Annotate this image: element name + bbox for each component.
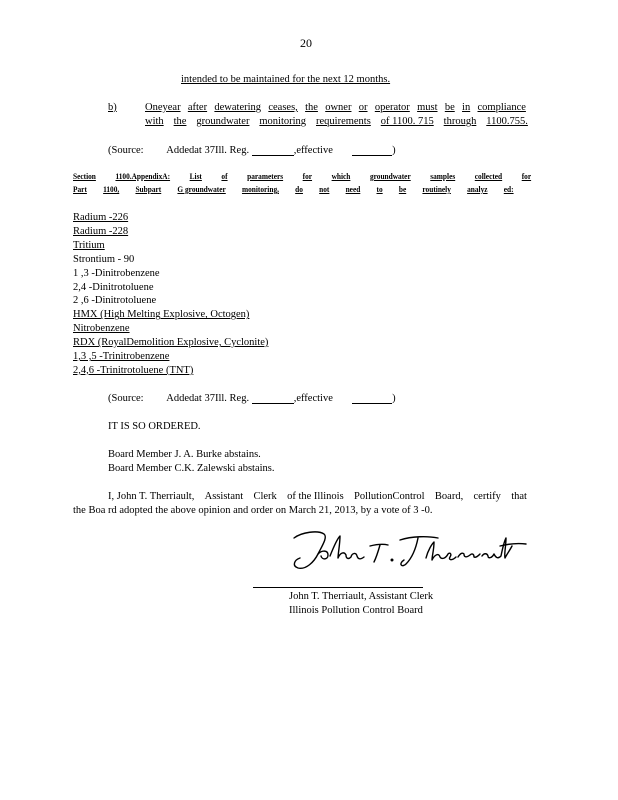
parameter-dinitrobenzene-1-3: 1 ,3 -Dinitrobenzene bbox=[73, 267, 160, 279]
parameter-dinitrotoluene-2-6: 2 ,6 -Dinitrotoluene bbox=[73, 295, 157, 307]
section-heading-line-1-word: Section bbox=[73, 172, 96, 181]
source-note bbox=[108, 145, 408, 156]
item-b-line-1 bbox=[145, 102, 526, 113]
item-b-line-1-word: ceases, bbox=[268, 102, 298, 113]
section-heading-line-2-word: Subpart bbox=[135, 185, 162, 194]
section-heading-line-1-word: 1100.AppendixA: bbox=[115, 172, 171, 181]
item-b-line-1-word: compliance bbox=[477, 102, 526, 113]
parameter-radium-226: Radium -226 bbox=[73, 212, 129, 223]
section-heading-line-1-word: List bbox=[189, 172, 202, 181]
section-heading-line-2-word: G groundwater bbox=[177, 185, 226, 194]
parameter-trinitrobenzene-1-3-5: 1,3 ,5 -Trinitrobenzene bbox=[73, 351, 170, 362]
certification-line-1 bbox=[108, 491, 527, 502]
section-heading-line-1-word: for bbox=[302, 172, 313, 181]
source-close: ) bbox=[392, 145, 396, 156]
parameter-nitrobenzene: Nitrobenzene bbox=[73, 323, 130, 335]
section-heading-line-2-word: to bbox=[376, 185, 383, 194]
certification-line-1-word: PollutionControl bbox=[354, 491, 425, 502]
source-prefix: (Source: bbox=[108, 145, 144, 156]
item-b-line-1-word: or bbox=[358, 102, 368, 113]
section-heading-line-1 bbox=[73, 172, 531, 181]
parameter-tritium: Tritium bbox=[73, 239, 105, 251]
item-b-line-2-word: with bbox=[145, 116, 164, 127]
section-heading-line-2-word: 1100, bbox=[103, 185, 120, 194]
section-heading-line-2-word: analyz bbox=[467, 185, 488, 194]
section-heading-line-2 bbox=[73, 185, 514, 194]
item-b-line-2-word: of 1100. 715 bbox=[380, 116, 434, 127]
parameter-radium-228: Radium -228 bbox=[73, 225, 129, 237]
item-b-line-1-word: the bbox=[305, 102, 318, 113]
item-b-line-1-word: dewatering bbox=[214, 102, 262, 113]
section-heading-line-2-word: monitoring, bbox=[241, 185, 279, 194]
page-number: 20 bbox=[300, 36, 312, 50]
certification-line-2: the Boa rd adopted the above opinion and order on March 21, 2013, by a vote of 3 -0. bbox=[73, 505, 433, 516]
source-note-2 bbox=[108, 393, 408, 404]
section-heading-line-2-word: Part bbox=[73, 185, 87, 194]
certification-line-1-word: Board, bbox=[434, 491, 464, 502]
source-text: Addedat 37Ill. Reg. bbox=[166, 145, 250, 156]
item-b-line-2-word: 1100.755. bbox=[486, 116, 528, 127]
section-heading-line-1-word: which bbox=[331, 172, 351, 181]
section-heading-line-2-word: not bbox=[319, 185, 330, 194]
abstention-burke: Board Member J. A. Burke abstains. bbox=[108, 449, 261, 460]
section-heading-line-2-word: routinely bbox=[422, 185, 451, 194]
source-prefix: (Source: bbox=[108, 393, 144, 404]
item-b-line-1-word: operator bbox=[374, 102, 410, 113]
item-b-line-2-word: groundwater bbox=[196, 116, 250, 127]
ordered-statement: IT IS SO ORDERED. bbox=[108, 421, 201, 432]
certification-line-1-word: Clerk bbox=[253, 491, 277, 502]
signer-organization: Illinois Pollution Control Board bbox=[289, 605, 423, 616]
item-b-line-1-word: must bbox=[417, 102, 438, 113]
effective-blank bbox=[352, 145, 392, 156]
section-heading-line-2-word: ed: bbox=[503, 185, 514, 194]
parameter-dinitrotoluene-2-4: 2,4 -Dinitrotoluene bbox=[73, 281, 154, 293]
signature-line bbox=[253, 587, 423, 588]
parameter-strontium-90: Strontium - 90 bbox=[73, 253, 135, 265]
certification-line-1-word: certify bbox=[473, 491, 501, 502]
section-heading-line-1-word: groundwater bbox=[369, 172, 411, 181]
item-b-line-1-word: after bbox=[187, 102, 208, 113]
section-heading-line-2-word: do bbox=[295, 185, 303, 194]
item-b-line-1-word: be bbox=[444, 102, 455, 113]
item-b-line-2-word: monitoring bbox=[259, 116, 307, 127]
reg-blank bbox=[252, 393, 294, 404]
signer-name: John T. Therriault, Assistant Clerk bbox=[289, 591, 434, 602]
effective-blank bbox=[352, 393, 392, 404]
section-heading-line-1-word: for bbox=[521, 172, 532, 181]
item-b-line-2-word: through bbox=[443, 116, 477, 127]
item-b-line-2 bbox=[145, 116, 528, 127]
item-b-line-1-word: owner bbox=[325, 102, 352, 113]
section-heading-line-1-word: collected bbox=[474, 172, 503, 181]
source-text: Addedat 37Ill. Reg. bbox=[166, 393, 250, 404]
item-b-line-1-word: in bbox=[462, 102, 471, 113]
item-b-line-2-word: requirements bbox=[316, 116, 371, 127]
certification-line-1-word: that bbox=[511, 491, 527, 502]
certification-line-1-word: I, John T. Therriault, bbox=[108, 491, 195, 502]
abstention-zalewski: Board Member C.K. Zalewski abstains. bbox=[108, 463, 275, 474]
certification-line-1-word: of the Illinois bbox=[287, 491, 344, 502]
section-heading-line-1-word: parameters bbox=[247, 172, 284, 181]
source-close: ) bbox=[392, 393, 396, 404]
reg-blank bbox=[252, 145, 294, 156]
parameter-trinitrotoluene-2-4-6: 2,4,6 -Trinitrotoluene (TNT) bbox=[73, 364, 194, 376]
section-heading-line-2-word: need bbox=[345, 185, 361, 194]
source-effective: ,effective bbox=[293, 393, 333, 404]
section-heading-line-1-word: samples bbox=[430, 172, 456, 181]
item-b-line-1-word: Oneyear bbox=[145, 102, 181, 113]
certification-line-1-word: Assistant bbox=[204, 491, 244, 502]
source-effective: ,effective bbox=[293, 145, 333, 156]
section-heading-line-1-word: of bbox=[221, 172, 228, 181]
item-b-label: b) bbox=[108, 102, 117, 113]
handwritten-signature bbox=[288, 524, 528, 578]
item-b-line-2-word: the bbox=[173, 116, 187, 127]
intro-line: intended to be maintained for the next 12 months. bbox=[181, 74, 391, 85]
parameter-hmx: HMX (High Melting Explosive, Octogen) bbox=[73, 309, 250, 321]
section-heading-line-2-word: be bbox=[398, 185, 407, 194]
parameter-rdx: RDX (RoyalDemolition Explosive, Cyclonite) bbox=[73, 337, 269, 349]
